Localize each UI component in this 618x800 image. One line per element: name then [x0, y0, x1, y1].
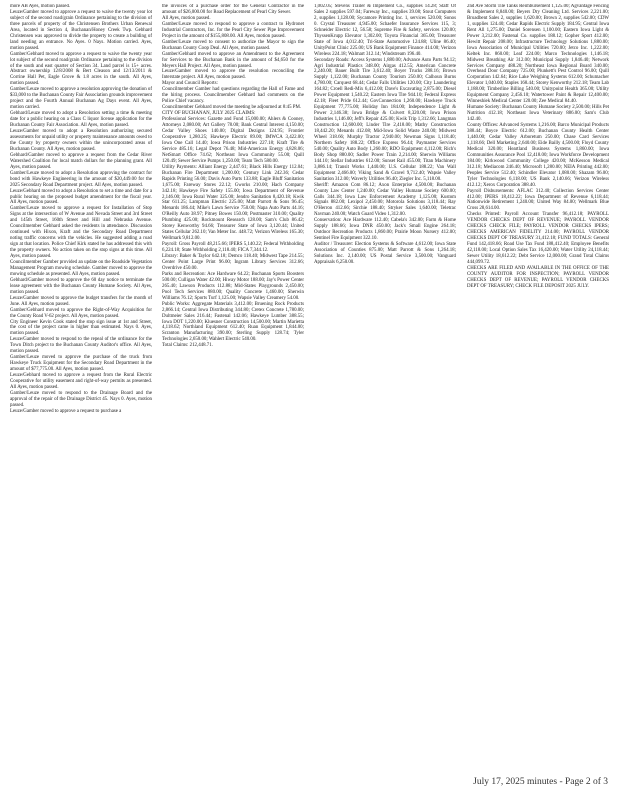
minutes-paragraph: Gamber/Gebhard moved to approve an Amendment to the Agreement for Services to the Buchanan Bank in the amount of $4,650 for the Meyers Hall Project. All Ayes, motion passed. [162, 51, 304, 69]
minutes-paragraph: Checks Printed: Payroll Account Transfer 96,412.18; PAYROLL VENDOR CHECKS DEPT OF REVENUE; PAYROLL VENDOR CHECKS CHECK FILE; PAYROLL VENDOR CHECKS IPERS; CHECKS AMERICAN FIDELITY 214.00; PAYROLL VENDOR CHECKS DEPT OF TREASURY 31,412.18; FUND TOTALS: General Fund 142,418.66; Road Use Tax Fund 188,412.40; Employee Benefits 42,118.00; Local Option Sales Tax 16,420.00; Water Utility 24,118.44; Sewer Utility 18,612.22; Debt Service 12,000.00; Grand Total Claims 444,099.72. [467, 212, 609, 265]
page-footer: July 17, 2025 minutes - Page 2 of 3 [473, 777, 608, 787]
minutes-paragraph: Auditor / Treasurer: Election Systems & Software 4,612.00; Iowa State Association of Counties 875.00; Matt Parrott & Sons 1,264.18; Solutions Inc. 2,140.00; US Postal Service 3,500.00; Vanguard Appraisals 6,250.00. [314, 242, 456, 265]
text-column-3 [314, 4, 456, 728]
minutes-paragraph: Leuze/Gamber moved to adopt a Resolution authorizing secured assessments for unpaid utility or property maintenance amounts owed to the County by property owners within the unincorporated areas of Buchanan County. All Ayes, motion passed. [10, 129, 152, 152]
minutes-paragraph: Leuze/Gamber moved to approve the budget transfers for the month of June. All Ayes, motion passed. [10, 295, 152, 307]
minutes-page [10, 4, 611, 728]
minutes-paragraph: Councilmember Gebhard moved the meeting be adjourned at 8:45 PM. [162, 105, 302, 111]
minutes-paragraph: CITY OF BUCHANAN, JULY 2025 CLAIMS: [162, 111, 256, 117]
minutes-paragraph: Conservation: Ace Hardware 112.40; Cabela's 342.00; Farm & Home Supply 188.66; Iowa DNR 450.00; Jack's Small Engine 264.18; Outdoor Recreation Products 1,860.00; Prairie Moon Nursery 412.00; Sentinel Fire Equipment 322.10. [314, 218, 456, 242]
minutes-paragraph: Utility Payments: Alliant Energy 2,447.61; Black Hills Energy 112.04; Buchanan Fire Department 1,200.00; Century Link 242.36; Cedar Rapids Printing 56.00; Davis Auto Parts 133.88; Eagle Bluff Sanitation 1,675.00; Fareway Stores 22.12; Gworks 210.00; Hach Company 342.18; Hawkeye Fire Safety 155.00; Iowa Department of Revenue 2,146.00; Iowa Rural Water 325.00; Jendro Sanitation 8,420.18; Kwik Star 611.25; Lampman Electric 225.00; Matt Parrott & Sons 96.45; Menards 186.44; Mike's Lawn Service 750.00; Napa Auto Parts 44.16; O'Reilly Auto 38.97; Pitney Bowes 150.00; Postmaster 310.00; Quality Plumbing 425.00; Rockmount Research 128.00; Sam's Club 86.42; Storey Kenworthy 94.66; Treasurer State of Iowa 3,120.44; United States Cellular 262.10; Van Meter Inc. 448.72; Verizon Wireless 165.30; Wellmark 9,812.00. [162, 164, 304, 242]
minutes-paragraph: Leuze/Gebhard moved to approve a request from the Rural Electric Cooperative for utility easement and right-of-way permits as presented. All Ayes, motion passed. [10, 373, 152, 390]
minutes-paragraph: more AB Ayes, motion passed. [10, 4, 71, 9]
minutes-paragraph: Gamber/Leuze moved to respond to approve a contract to Hydronet Industrial Contractors, Inc. for the Pearl City Sewer Pipe Improvement Project in the amount of $155,808.00. All Ayes, motion passed. [162, 21, 304, 39]
minutes-paragraph: Professional Services: Gazette and Fund 15,000.00; Ahlers & Cooney, Attorneys 2,080.00; Art Gallery 78.00; Bank Central Interest 4,150.00; Cedar Valley Shoes 140.00; Digital Dezigns 124.95; Frontier Cooperative 1,280.25; Hawkeye Electric 89.00; IMWCA 3,422.00; Iowa One Call 14.40; Iowa Prison Industries 227.18; Kraft Tire & Service 485.16; Legal Depot 76.48; Mid-American Energy 4,828.06; NetSmart Office 74.62; Northeast Iowa Community 55.00; Quill 120.49; Sewer Service Pumps 1,250.00; Team Tech 580.00. [162, 117, 304, 164]
minutes-paragraph: 2nd Ave Storm Tile Tanks Reimbursement 1,125.00; Agvantage Fencing & Implement 8,840.00; Beyers Dry Cleaning Ltd. Services 2,221.00; Broadbent Sales 2, supplies 1,620.00; Brown 2, supplies 542.00; CDW 1, supplies 124.40; Cedar Rapids Electric Supply 184.95; Central Iowa Rent All 1,275.00; Daniel Sorensen 1,100.00; Eastern Iowa Light & Power 3,212.00; Fastenal Co. supplies 188.12; Gopher Sport 412.00; Hewitt Repair 208.00; Infrastructure Technology Solutions 1,880.00; Iowa Association of Municipal Utilities 720.00; Jetco Inc. 1,222.00; Keltek Inc. 860.00; Leaf 224.00; Marco Technologies 1,146.18; Midwest Breathing Air 312.00; Municipal Supply 1,846.40; Network Services Company 488.20; Northeast Iowa Regional Board 340.00; Overhead Door Company 725.00; Plunkett's Pest Control 96.00; Quill Corporation 142.64; Rice Lake Weighing Systems 612.00; Schumacher Elevator 1,040.00; Staples 168.44; Storey Kenworthy 212.18; Team Lab 1,188.00; Timberline Billing 540.00; Unitypoint Health 365.00; Utility Equipment Company 2,456.10; Watertower Paint & Repair 12,400.00; Winneshiek Medical Center 120.00; Zee Medical 84.40. [467, 4, 609, 105]
minutes-paragraph: Gebhard/Gamber moved to approve the 60 day notice to terminate the lease agreement with the Buchanan County Humane Society. All Ayes, motion passed. [10, 277, 152, 295]
minutes-paragraph: Gamber/Gebhard moved to approve a request to waive the twenty year lot subject of the second road/grain Ordinance pertaining to the division of the south and east quarter of Section 34. Land parcel is 15+ acres. Abstract ownership 12/8/2008 & Bert Cleason and 12/13/2011 & Corrine Hall Pet, Eagle Grove & 1.8 acres in the south. All Ayes, motion passed. [10, 51, 152, 87]
minutes-paragraph: Total Claims: 212,448.71. [162, 343, 213, 349]
minutes-paragraph: Sheriff: Amazon Com 86.12; Axon Enterprise 4,500.00; Buchanan County Law Center 1,240.00; Cedar Valley Humane Society 600.00; Galls 344.18; Iowa Law Enforcement Academy 1,125.00; Kustom Signals 882.00; Lexipol 2,450.00; Motorola Solutions 3,118.44; Ray O'Herron 412.66; Sirchie 188.40; Stryker Sales 1,640.00; Teletrac Navman 240.00; Watch Guard Video 1,312.00. [314, 182, 456, 218]
minutes-paragraph: Gamber/Leuze moved to respond to the Drainage Board and the approval of the repair of the Drainage District 45. Nays 0. Ayes, motion passed. [10, 390, 152, 408]
minutes-paragraph: County Offices: Advanced Systems 1,216.00; Barco Municipal Products 388.44; Boyce Electric 612.00; Buchanan County Health Center 1,440.00; Cedar Valley Arboretum 250.00; Chase Card Services 1,118.66; Dell Marketing 2,640.00; Eide Bailly 4,500.00; Floyd County Medical 320.00; Heartland Business Systems 1,860.00; Iowa Communities Assurance Pool 12,418.00; Iowa Workforce Development 184.00; Kirkwood Community College 420.00; McKesson Medical 312.18; Mediacom 246.40; Microsoft 1,280.00; NEIA Printing 442.00; Peoples Service 512.40; Schindler Elevator 1,080.00; Shazam 96.00; Tyler Technologies 6,118.00; US Bank 2,140.66; Verizon Wireless 412.12; Xerox Corporation 388.40. [467, 123, 609, 188]
minutes-paragraph: Leuze/Gamber moved to respond to the repeal of the ordinance for the Town Ditch project to the Buchanan County Auditor's office. All Ayes, motion passed. [10, 337, 152, 355]
minutes-paragraph: Library: Baker & Taylor 642.18; Demco 118.40; Midwest Tape 214.55; Center Point Large Print 96.00; Ingram Library Services 312.66; Overdrive 450.00. [162, 254, 304, 271]
minutes-paragraph: Humane Society: Buchanan County Humane Society 2,500.00; Hills Pet Nutrition 412.18; Northeast Iowa Veterinary 886.00; Sam's Club 142.40. [467, 105, 609, 123]
minutes-paragraph: Gebhard/Gamber moved to approve a request from the Cedar River Watershed Coalition for local match dollars for the planning grant. All Ayes, motion passed. [10, 152, 152, 170]
text-column-2 [162, 4, 304, 728]
minutes-paragraph: Secondary Roads: Access Systems 1,880.00; Advance Auto Parts 94.12; Agri Industrial Plastics 348.00; Airgas 412.55; American Concrete 2,240.00; Bauer Built Tire 3,612.40; Boyer Trucks 288.16; Brown Supply 1,122.00; Buchanan County Tourism 250.00; Calhoun Burns 4,780.00; Carquest 68.44; Cedar Falls Utilities 120.00; City Laundering 164.82; Croell Redi-Mix 6,412.00; Dave's Excavating 2,875.00; Diesel Power Equipment 1,540.22; Eastern Iowa Tire 944.10; Federal Express 42.18; Fleet Pride 612.44; GovConnection 1,260.00; Hawkeye Truck Equipment 77,775.00; Holiday Inn 184.00; Independence Light & Power 2,146.38; Iowa Bridge & Culvert 8,320.00; Iowa Prison Industries 1,146.00; Jeff's Repair 425.00; Kwik Trip 1,312.66; Langman Construction 12,600.00; Linder Tire 2,418.00; Mathy Construction 18,442.20; Menards 412.08; Mid-Iowa Solid Waste 240.00; Midwest Wheel 318.66; Murphy Tractor 2,940.00; Newman Signs 1,118.40; Northern Safety 188.22; Office Express 96.44; Paymaster Services 540.00; Quality Auto Body 1,260.00; RDO Equipment 4,112.00; Rich's Body Shop 880.00; Sadler Power Train 2,214.00; Sherwin Williams 144.10; Stellar Industries 612.00; Sunset Rail 455.00; Titan Machinery 3,886.14; Transit Works 1,440.00; U.S. Cellular 188.22; Van Wall Equipment 2,466.00; Viking Sand & Gravel 9,712.40; Wapsie Valley Sanitation 312.00; Waverly Utilities 96.40; Ziegler Inc. 5,118.00. [314, 57, 456, 182]
minutes-paragraph: Mayor and Council Reports: [162, 81, 218, 87]
minutes-paragraph: Gamber/Leuze moved to adopt a Resolution approving the contract for bond with Hawkeye Engineering in the amount of $20,449.00 for the 2025 Secondary Road Department project. All Ayes, motion passed. [10, 170, 152, 188]
minutes-paragraph: Public Works: Aggregate Materials 3,412.00; Bruening Rock Products 2,866.14; Central Iowa Distributing 344.80; Cretex Concrete 1,780.00; Dultmeier Sales 216.44; Fastenal 142.06; Hawkeye Lumber 388.55; Iowa DOT 1,220.00; Kluesner Construction 14,500.00; Martin Marietta 4,118.62; Northland Equipment 612.40; Ruan Equipment 1,844.00; Scranton Manufacturing 390.00; Sterling Supply 128.74; Tyler Technologies 2,650.00; Wahlert Electric 540.00. [162, 301, 304, 343]
minutes-paragraph: the invoices of a purchase order for the General Contractor in the amount of $26,000.00 for Road Replacement of Pearl City Sewer. [162, 4, 304, 15]
minutes-paragraph: Parks and Recreation: Ace Hardware 64.22; Buchanan Sports Boosters 500.00; Culligan Water 42.00; Hiway Motor 188.00; Jay's Power Center 265.40; Lawson Products 112.88; Mid-States Playgrounds 2,450.00; Pool Tech Services 880.00; Quality Concrete 1,460.00; Sherwin Williams 76.12; Sports Turf 1,125.00; Wapsie Valley Creamery 54.00. [162, 271, 304, 301]
minutes-paragraph: Leuze/Gamber moved to approve a request to purchase a [10, 408, 122, 414]
minutes-paragraph: Gebhard/Leuze moved to adopt a Resolution setting a time & meeting date for a public hearing on a Class C liquor license application for the Buchanan County Fair Association. All Ayes, motion passed. [10, 111, 152, 129]
minutes-paragraph: Gamber/Leuze moved to approve a resolution approving the donation of $33,000 to the Buchanan County Fair Association grounds improvement project and the Fourth Annual Buchanan Ag Days event. All Ayes, motion carried. [10, 87, 152, 111]
minutes-paragraph: Leuze/Gamber moved to approve a request to waive the twenty year lot subject of the second road/grain Ordinance pertaining to the division of three parcels of property of the Christensen Brothers Urban Renewal Area, located in Section 4, Buchanan/Honey Creek Twp. Gebhard Christensen was approved to divide the property to create a building of land needing an entrance. No Ayes. 0 Nays. Motion carried. Ayes, motion passed. [10, 9, 152, 51]
minutes-paragraph: All Ayes, motion passed. [162, 15, 211, 21]
minutes-paragraph: CHECKS ARE FILED AND AVAILABLE IN THE OFFICE OF THE COUNTY AUDITOR FOR INSPECTION; PAYROLL VENDOR CHECKS DEPT OF REVENUE; PAYROLL VENDOR CHECKS DEPT OF TREASURY; CHECK FILE DEPOSIT 2025 JULY. [467, 265, 609, 289]
minutes-paragraph: 1,002.05; Stevens Trailer & Implement Co., supplies 14.28; Staff Of Sales 2 supplies 597.04; Fareway Inc., supplies 39.08; Stout Computers 2, supplies 1,128.00; Sycamore Printing Inc. 1, services 520.00; Sonos 0. Crystal Treasurer 4,945.00; Schaefer Insurance Services 115, 3; Schneider Electric 12, 56.58; Supreme Fire & Safety, services 120.00; ThyssenKrupp Elevator 1,302.00; Toyota Financial 365.00; Treasurer State of Iowa 4,012.40; Tri-State Automotive 124.88; Uline 86.40; UnityPoint Clinic 225.00; US Bank Equipment Finance 414.00; Verizon Wireless 224.18; Walmart 312.14; Windstream 196.40. [314, 4, 456, 57]
minutes-paragraph: Gamber/Leuze moved to approve the purchase of the truck from Hawkeye Truck Equipment for the Secondary Road Department in the amount of $77,775.00. All Ayes, motion passed. [10, 355, 152, 373]
text-column-1 [10, 4, 152, 728]
minutes-paragraph: Gamber/Leuze moved to approve a request for Installation of Stop Signs at the intersection of W Avenue and Nevada Street and 3rd Street and 145th Street, 160th Street and Hill and Nebraska Avenue. Councilmember Gebhard asked the residents in attendance. Discussion continued with Hixon, Kraft and the Secondary Road Department noting traffic concerns with the vehicles. He suggested adding a road sign at that location. Police Chief Kirk stated he has addressed this with the property owners. No action taken on the stop signs at this time. All Ayes, motion passed. [10, 206, 152, 260]
minutes-paragraph: Leuze/Gamber moved to approve the resolution reconciling the Interstate project. All Ayes, motion passed. [162, 69, 304, 81]
minutes-paragraph: Councilmember Gamber provided an update on the Roadside Vegetation Management Program mowing schedule. Gamber moved to approve the mowing schedule as presented. All Ayes, motion passed. [10, 259, 152, 277]
text-column-4 [467, 4, 609, 728]
minutes-paragraph: City Engineer Kevin Cook stated the stop sign issue at 1st and Street, the cost of the project came in higher than estimated. Nays 0. Ayes, motion passed. [10, 319, 152, 337]
minutes-paragraph: Payroll Disbursements: AFLAC 312.40; Collection Services Center 412.00; IPERS 18,412.22; Iowa Department of Revenue 6,118.44; Nationwide Retirement 1,240.00; United Way 84.00; Wellmark Blue Cross 28,614.00. [467, 188, 609, 212]
minutes-paragraph: Gamber/Gebhard moved to approve the Right-of-Way Acquisition for the County Road V-62 project. All Ayes, motion passed. [10, 307, 152, 319]
minutes-paragraph: Payroll: Gross Payroll 48,215.66; IPERS 5,140.22; Federal Withholding 6,224.18; State Withholding 2,118.40; FICA 7,344.12. [162, 242, 304, 254]
minutes-paragraph: Leuze/Gebhard moved to adopt a Resolution to set a time and date for a public hearing on the proposed budget amendment for the fiscal year. All Ayes, motion passed. [10, 188, 152, 206]
minutes-paragraph: Councilmember Gamber had questions regarding the Hall of Fame and the hiring process. Councilmember Gebhard had comments on the Police Chief vacancy. [162, 87, 304, 105]
minutes-paragraph: Gamber/Leuze moved to consent to authorize the Mayor to sign the Buchanan County Coop Deal. All Ayes, motion passed. [162, 39, 304, 51]
